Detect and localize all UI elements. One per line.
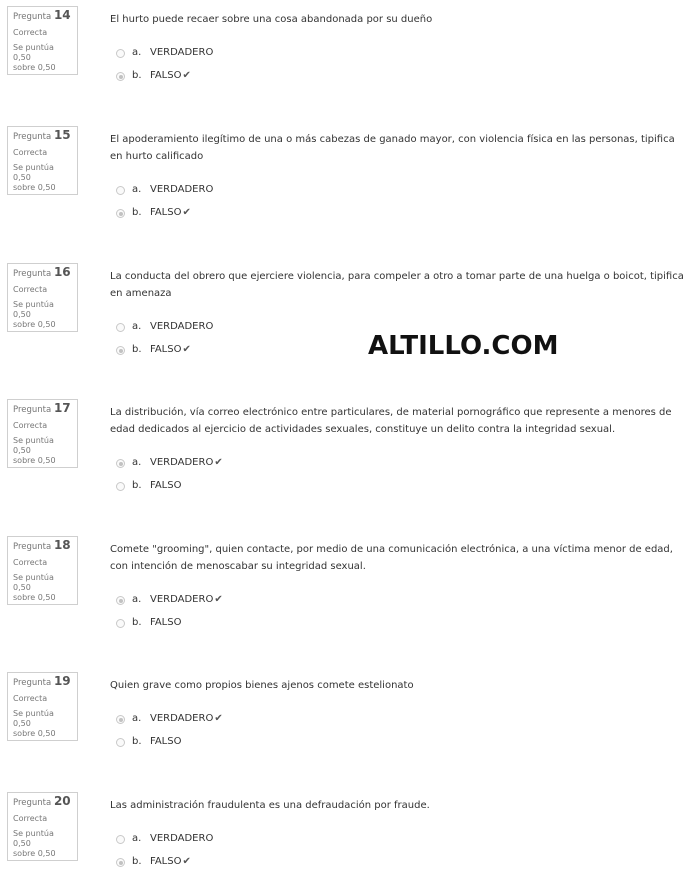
question-number-label: Pregunta (13, 678, 52, 688)
option-letter: a. (132, 321, 142, 332)
radio-button[interactable] (116, 738, 125, 747)
question-info-box (7, 536, 78, 605)
option-label-text: FALSO (150, 480, 182, 491)
question-number-value: 18 (53, 538, 71, 552)
question-text: Comete "grooming", quien contacte, por medio de una comunicación electrónica, a una víctima menor de edad, con intención de menoscabar su integridad sexual. (110, 544, 673, 572)
question-state: Correcta (13, 558, 48, 567)
radio-button[interactable] (116, 49, 125, 58)
option-label (150, 68, 191, 84)
question-number-value: 17 (53, 401, 71, 415)
grade-line-1: Se puntúa 0,50 (13, 163, 54, 182)
check-icon: ✔ (182, 70, 191, 81)
answer-option[interactable] (116, 205, 416, 228)
option-letter: a. (132, 47, 142, 58)
check-icon: ✔ (182, 856, 191, 867)
radio-button[interactable] (116, 619, 125, 628)
radio-button[interactable] (116, 346, 125, 355)
question-number-label: Pregunta (13, 12, 52, 22)
question-text: La conducta del obrero que ejerciere violencia, para compeler a otro a tomar parte de una huelga o boicot, tipifica en amenaza (110, 271, 684, 299)
option-label-text: FALSO (150, 70, 182, 81)
option-label (150, 615, 182, 631)
question-number (13, 10, 72, 23)
answer-option[interactable] (116, 592, 416, 615)
check-icon: ✔ (214, 457, 223, 468)
option-label (150, 592, 223, 608)
question-state: Correcta (13, 814, 48, 823)
option-letter: a. (132, 833, 142, 844)
question-info-box (7, 263, 78, 332)
answer-option[interactable] (116, 455, 416, 478)
question-text: El hurto puede recaer sobre una cosa abandonada por su dueño (110, 14, 433, 25)
question-number-value: 15 (53, 128, 71, 142)
grade-line-2: sobre 0,50 (13, 593, 56, 602)
question-number-label: Pregunta (13, 798, 52, 808)
radio-button[interactable] (116, 459, 125, 468)
option-label (150, 319, 214, 335)
question-state: Correcta (13, 694, 48, 703)
grade-line-1: Se puntúa 0,50 (13, 709, 54, 728)
question-number (13, 796, 72, 809)
check-icon: ✔ (214, 594, 223, 605)
option-label-text: FALSO (150, 207, 182, 218)
option-label-text: VERDADERO (150, 833, 214, 844)
question-number-label: Pregunta (13, 405, 52, 415)
question-grade (13, 300, 72, 330)
question-number (13, 130, 72, 143)
question-number (13, 676, 72, 689)
answer-options (116, 711, 416, 757)
option-label-text: VERDADERO (150, 713, 214, 724)
grade-line-1: Se puntúa 0,50 (13, 300, 54, 319)
grade-line-2: sobre 0,50 (13, 849, 56, 858)
option-label (150, 711, 223, 727)
radio-button[interactable] (116, 858, 125, 867)
question-number-value: 16 (53, 265, 71, 279)
option-label (150, 205, 191, 221)
answer-options (116, 592, 416, 638)
question-grade (13, 829, 72, 859)
grade-line-1: Se puntúa 0,50 (13, 573, 54, 592)
option-label-text: VERDADERO (150, 321, 214, 332)
answer-option[interactable] (116, 478, 416, 501)
answer-options (116, 831, 416, 877)
question-info-box (7, 792, 78, 861)
option-label (150, 478, 182, 494)
radio-button[interactable] (116, 835, 125, 844)
question-grade (13, 709, 72, 739)
question-grade (13, 163, 72, 193)
option-label-text: FALSO (150, 344, 182, 355)
question-text: El apoderamiento ilegítimo de una o más cabezas de ganado mayor, con violencia física en las personas, tipifica en hurto calificado (110, 134, 675, 162)
question-number (13, 403, 72, 416)
option-letter: b. (132, 617, 142, 628)
answer-option[interactable] (116, 45, 416, 68)
option-letter: b. (132, 344, 142, 355)
answer-option[interactable] (116, 734, 416, 757)
option-label-text: VERDADERO (150, 457, 214, 468)
option-label-text: VERDADERO (150, 47, 214, 58)
question-number-value: 20 (53, 794, 71, 808)
check-icon: ✔ (182, 207, 191, 218)
check-icon: ✔ (214, 713, 223, 724)
option-letter: b. (132, 480, 142, 491)
grade-line-1: Se puntúa 0,50 (13, 829, 54, 848)
radio-button[interactable] (116, 596, 125, 605)
question-number (13, 540, 72, 553)
grade-line-2: sobre 0,50 (13, 63, 56, 72)
question-number-value: 14 (53, 8, 71, 22)
question-text: La distribución, vía correo electrónico entre particulares, de material pornográfico que represente a menores de edad dedicados al ejercicio de actividades sexuales, constituye un delito contra la integridad sexual. (110, 407, 672, 435)
watermark-text: ALTILLO.COM (368, 331, 559, 361)
question-text: Las administración fraudulenta es una defraudación por fraude. (110, 800, 430, 811)
question-state: Correcta (13, 285, 48, 294)
check-icon: ✔ (182, 344, 191, 355)
answer-option[interactable] (116, 711, 416, 734)
radio-button[interactable] (116, 482, 125, 491)
radio-button[interactable] (116, 715, 125, 724)
radio-button[interactable] (116, 209, 125, 218)
question-grade (13, 436, 72, 466)
question-grade (13, 43, 72, 73)
option-label (150, 831, 214, 847)
question-info-box (7, 126, 78, 195)
grade-line-2: sobre 0,50 (13, 320, 56, 329)
grade-line-2: sobre 0,50 (13, 456, 56, 465)
question-number-label: Pregunta (13, 542, 52, 552)
option-label-text: VERDADERO (150, 594, 214, 605)
option-letter: a. (132, 457, 142, 468)
option-letter: b. (132, 856, 142, 867)
grade-line-2: sobre 0,50 (13, 183, 56, 192)
option-letter: a. (132, 594, 142, 605)
grade-line-2: sobre 0,50 (13, 729, 56, 738)
question-number-label: Pregunta (13, 269, 52, 279)
answer-option[interactable] (116, 615, 416, 638)
option-letter: b. (132, 207, 142, 218)
question-number-value: 19 (53, 674, 71, 688)
question-state: Correcta (13, 421, 48, 430)
question-state: Correcta (13, 28, 48, 37)
option-label-text: VERDADERO (150, 184, 214, 195)
answer-option[interactable] (116, 854, 416, 877)
radio-button[interactable] (116, 72, 125, 81)
question-info-box (7, 672, 78, 741)
option-letter: b. (132, 70, 142, 81)
option-label (150, 45, 214, 61)
option-label-text: FALSO (150, 736, 182, 747)
question-grade (13, 573, 72, 603)
option-label (150, 854, 191, 870)
question-state: Correcta (13, 148, 48, 157)
question-text: Quien grave como propios bienes ajenos comete estelionato (110, 680, 414, 691)
option-letter: a. (132, 184, 142, 195)
option-label-text: FALSO (150, 856, 182, 867)
option-label (150, 455, 223, 471)
question-info-box (7, 399, 78, 468)
question-info-box (7, 6, 78, 75)
option-label (150, 182, 214, 198)
option-letter: a. (132, 713, 142, 724)
answer-options (116, 182, 416, 228)
radio-button[interactable] (116, 323, 125, 332)
option-label-text: FALSO (150, 617, 182, 628)
answer-option[interactable] (116, 68, 416, 91)
answer-option[interactable] (116, 182, 416, 205)
grade-line-1: Se puntúa 0,50 (13, 43, 54, 62)
option-letter: b. (132, 736, 142, 747)
answer-option[interactable] (116, 831, 416, 854)
radio-button[interactable] (116, 186, 125, 195)
question-number (13, 267, 72, 280)
option-label (150, 342, 191, 358)
grade-line-1: Se puntúa 0,50 (13, 436, 54, 455)
question-number-label: Pregunta (13, 132, 52, 142)
answer-options (116, 45, 416, 91)
answer-options (116, 455, 416, 501)
option-label (150, 734, 182, 750)
